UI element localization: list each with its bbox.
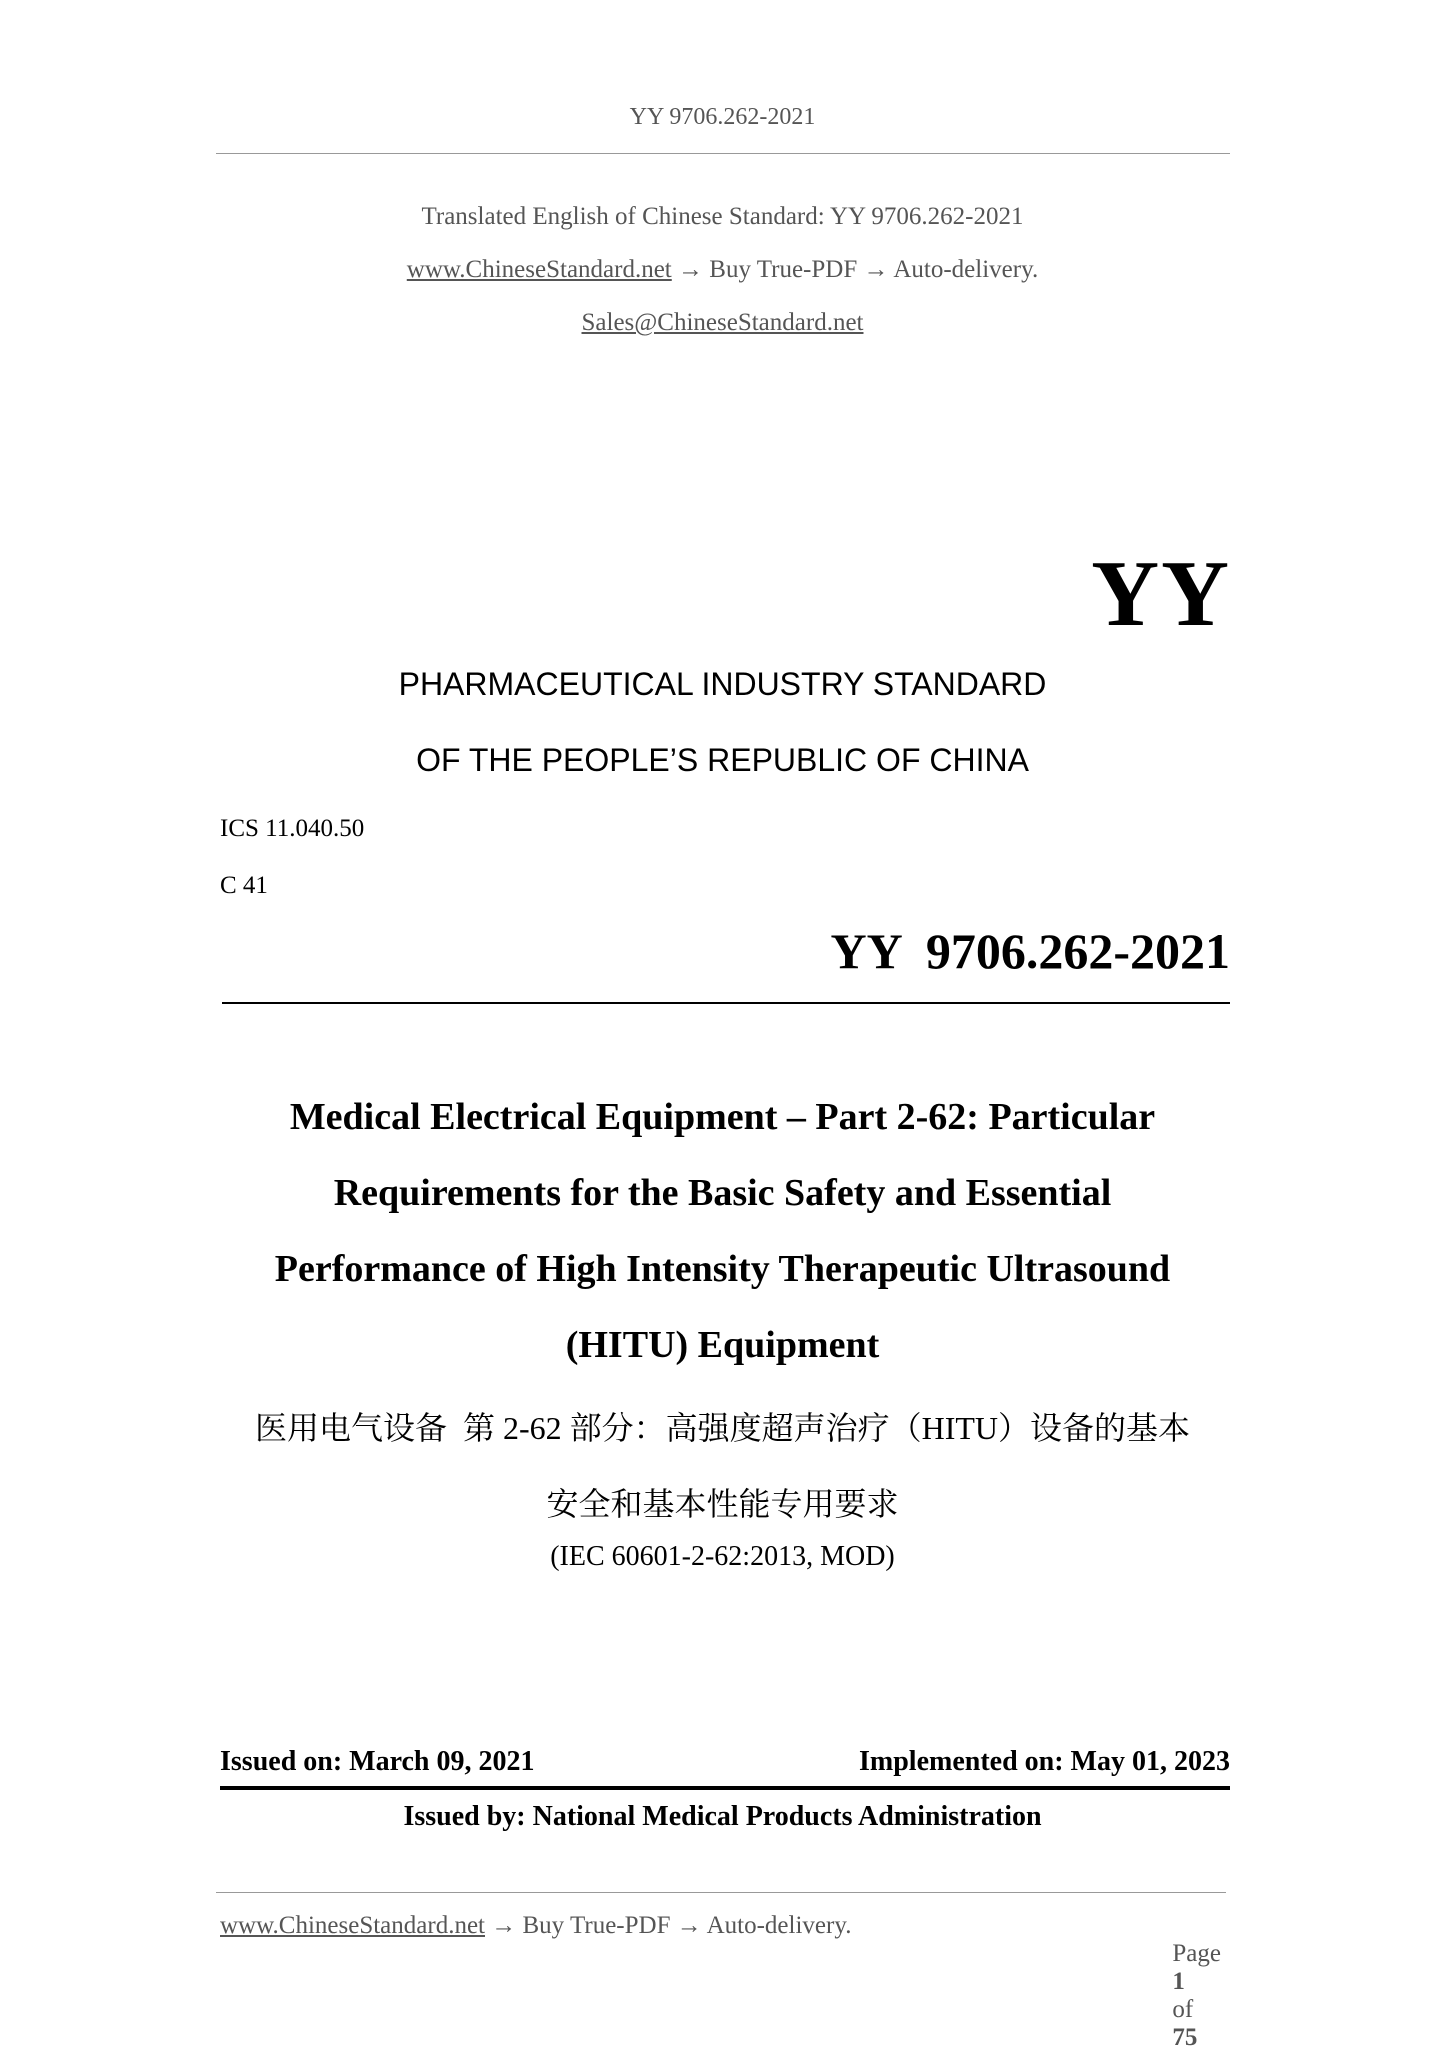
title-zh-line-2: 安全和基本性能专用要求 xyxy=(546,1486,899,1522)
footer-promo-text: → Buy True-PDF → Auto-delivery. xyxy=(491,1912,852,1939)
standard-logo: YY xyxy=(1091,542,1231,646)
title-en-line-4: (HITU) Equipment xyxy=(565,1324,880,1366)
standard-number: YY 9706.262-2021 xyxy=(830,923,1230,979)
org-line-1: PHARMACEUTICAL INDUSTRY STANDARD xyxy=(398,666,1047,702)
of-label: of xyxy=(1172,1996,1194,2023)
adoption-note: (IEC 60601-2-62:2013, MOD) xyxy=(550,1541,895,1572)
footer-divider xyxy=(216,1892,1226,1893)
dates-rule xyxy=(220,1786,1230,1790)
footer-site-link[interactable]: www.ChineseStandard.net xyxy=(220,1912,485,1939)
standard-number-rule xyxy=(222,1002,1230,1004)
title-zh-line-1: 医用电气设备 第 2-62 部分：高强度超声治疗（HITU）设备的基本 xyxy=(254,1410,1191,1446)
issuing-authority: Issued by: National Medical Products Administration xyxy=(403,1801,1042,1832)
title-en-line-2: Requirements for the Basic Safety and Essential xyxy=(333,1172,1112,1214)
org-line-2: OF THE PEOPLE’S REPUBLIC OF CHINA xyxy=(416,742,1029,778)
page-label: Page xyxy=(1172,1940,1221,1967)
header-divider xyxy=(216,153,1230,154)
ics-code: ICS 11.040.50 xyxy=(220,815,365,842)
page-number: 1 xyxy=(1172,1968,1185,1995)
page-indicator xyxy=(1160,1912,1221,2052)
title-en-line-3: Performance of High Intensity Therapeutic Ultrasound xyxy=(274,1248,1171,1290)
ccs-code: C 41 xyxy=(220,872,268,899)
title-en-line-1: Medical Electrical Equipment – Part 2-62: Particular xyxy=(289,1096,1156,1138)
translation-notice: Translated English of Chinese Standard: YY 9706.262-2021 xyxy=(421,203,1024,230)
implemented-date: Implemented on: May 01, 2023 xyxy=(859,1746,1230,1777)
footer-promo xyxy=(220,1912,851,1940)
issued-date: Issued on: March 09, 2021 xyxy=(220,1746,535,1777)
email-line xyxy=(0,309,1445,337)
site-link[interactable]: www.ChineseStandard.net xyxy=(406,256,672,283)
promo-text: → Buy True-PDF → Auto-delivery. xyxy=(678,256,1039,283)
page-total: 75 xyxy=(1172,2024,1198,2051)
promo-line xyxy=(0,256,1445,284)
running-header: YY 9706.262-2021 xyxy=(629,104,816,130)
email-link[interactable]: Sales@ChineseStandard.net xyxy=(581,309,864,336)
